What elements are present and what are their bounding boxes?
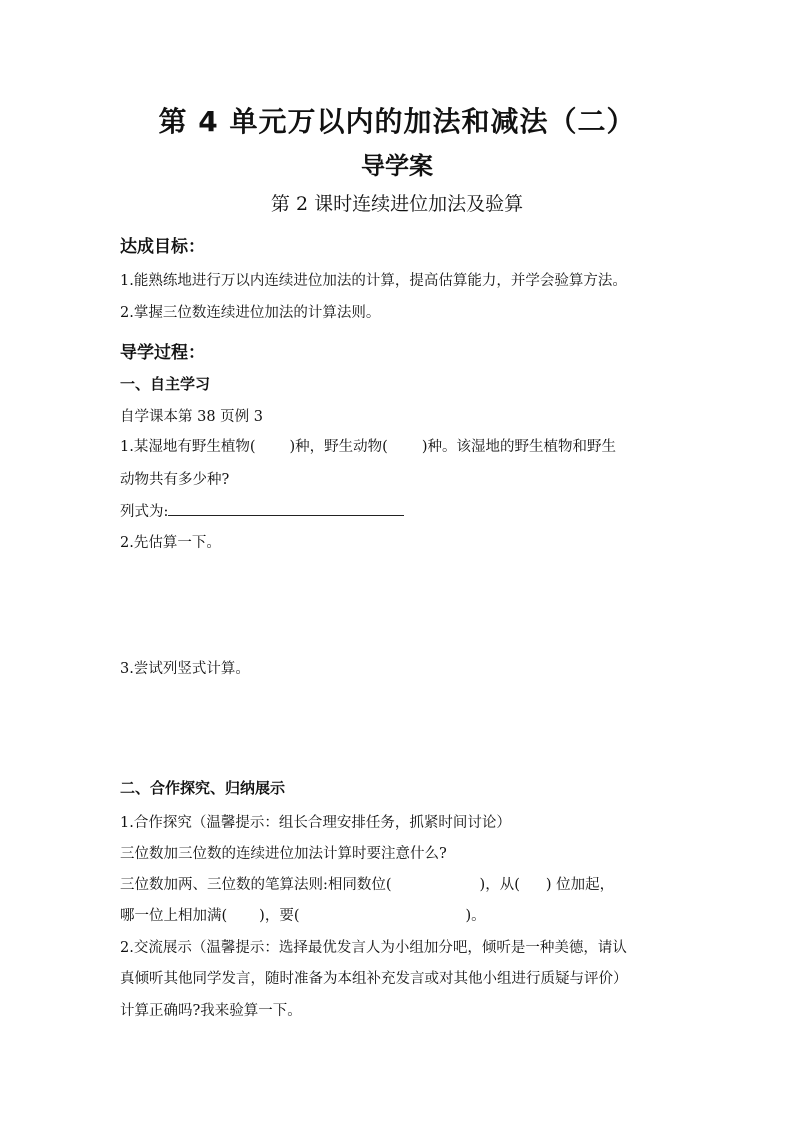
rule2-part-a: 哪一位上相加满( — [120, 908, 228, 924]
lesson-title: 第 2 课时连续进位加法及验算 — [270, 193, 524, 215]
q1-part-c: )种。该湿地的野生植物和野生 — [421, 439, 616, 455]
exchange-item-line1: 2.交流展示（温馨提示：选择最优发言人为小组加分吧，倾听是一种美德，请认 — [120, 940, 627, 956]
question-1-line2: 动物共有多少种? — [120, 472, 230, 488]
page-subtitle: 导学案 — [361, 152, 433, 180]
goal-item-2: 2.掌握三位数连续进位加法的计算法则。 — [120, 305, 381, 321]
rule-line-1 — [120, 873, 614, 894]
q1-part-a: 1.某湿地有野生植物( — [120, 439, 256, 455]
rule-part-c: ) 位加起， — [545, 877, 615, 893]
part2-heading: 二、合作探究、归纳展示 — [120, 779, 286, 797]
part1-heading: 一、自主学习 — [120, 375, 211, 393]
question-3: 3.尝试列竖式计算。 — [120, 661, 250, 677]
exchange-item-line2: 真倾听其他同学发言，随时准备为本组补充发言或对其他小组进行质疑与评价） — [120, 971, 628, 987]
rule-part-a: 三位数加两、三位数的笔算法则:相同数位( — [120, 877, 392, 893]
question-1 — [120, 435, 616, 456]
goals-heading: 达成目标： — [120, 237, 205, 257]
formula-label: 列式为: — [120, 504, 169, 520]
verify-prompt: 计算正确吗?我来验算一下。 — [120, 1003, 302, 1019]
page-title: 第 4 单元万以内的加法和减法（二） — [158, 105, 636, 138]
cooperate-question: 三位数加三位数的连续进位加法计算时要注意什么? — [120, 846, 447, 862]
rule2-part-b: )，要( — [259, 908, 300, 924]
rule-part-b: )，从( — [479, 877, 520, 893]
process-heading: 导学过程： — [120, 343, 205, 363]
question-2: 2.先估算一下。 — [120, 535, 221, 551]
part1-intro: 自学课本第 38 页例 3 — [120, 409, 264, 425]
rule-line-2 — [120, 904, 486, 925]
cooperate-item: 1.合作探究（温馨提示：组长合理安排任务，抓紧时间讨论） — [120, 815, 511, 831]
rule2-part-c: )。 — [465, 908, 486, 924]
q1-part-b: )种，野生动物( — [289, 439, 388, 455]
goal-item-1: 1.能熟练地进行万以内连续进位加法的计算，提高估算能力，并学会验算方法。 — [120, 273, 627, 289]
formula-answer-line[interactable] — [168, 501, 404, 516]
formula-row — [120, 500, 404, 521]
